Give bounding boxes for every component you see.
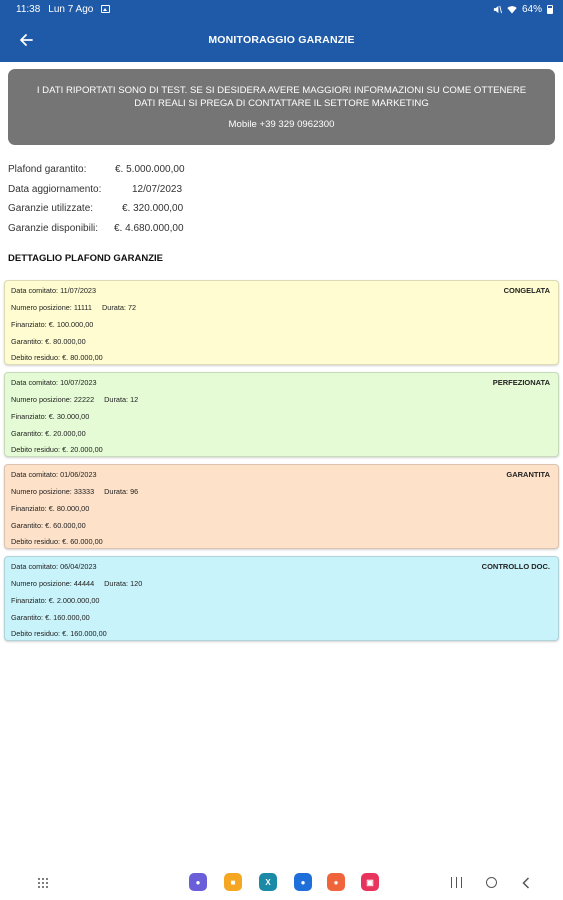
summary-label: Plafond garantito:	[8, 164, 87, 175]
card-garantito: Garantito: €. 20.000,00	[11, 429, 86, 438]
mute-icon	[493, 5, 502, 14]
card-status: CONTROLLO DOC.	[481, 562, 550, 571]
guarantee-card[interactable]	[4, 280, 559, 365]
page-title: MONITORAGGIO GARANZIE	[208, 34, 355, 46]
card-finanziato: Finanziato: €. 30.000,00	[11, 412, 90, 421]
notice-phone: Mobile +39 329 0962300	[228, 119, 335, 130]
back-button[interactable]	[14, 28, 38, 52]
status-date: Lun 7 Ago	[48, 3, 94, 15]
card-durata: Durata: 12	[104, 395, 139, 404]
card-durata: Durata: 96	[104, 487, 139, 496]
app-x-icon[interactable]: X	[259, 873, 277, 891]
gallery-notification-icon	[101, 5, 110, 13]
card-garantito: Garantito: €. 60.000,00	[11, 521, 86, 530]
notice-line-1: I DATI RIPORTATI SONO DI TEST. SE SI DESIDERA AVERE MAGGIORI INFORMAZIONI SU COME OTTENERE	[36, 85, 527, 96]
notice-line-2: DATI REALI SI PREGA DI CONTATTARE IL SETTORE MARKETING	[134, 98, 429, 109]
test-data-notice	[8, 69, 555, 145]
battery-percentage: 64%	[521, 3, 542, 15]
card-garantito: Garantito: €. 80.000,00	[11, 337, 86, 346]
card-debito-residuo: Debito residuo: €. 80.000,00	[11, 353, 103, 362]
card-status: GARANTITA	[506, 470, 550, 479]
guarantee-card[interactable]	[4, 556, 559, 641]
guarantee-card[interactable]	[4, 372, 559, 457]
card-numero-durata	[11, 487, 138, 496]
card-numero-durata	[11, 579, 142, 588]
card-status: PERFEZIONATA	[492, 378, 550, 387]
samsung-internet-icon[interactable]: ●	[189, 873, 207, 891]
card-durata: Durata: 72	[102, 303, 137, 312]
summary-label: Garanzie utilizzate:	[8, 203, 94, 214]
card-numero-posizione: Numero posizione: 11111	[11, 303, 92, 312]
card-numero-posizione: Numero posizione: 22222	[11, 395, 95, 404]
card-status: CONGELATA	[503, 286, 550, 295]
summary-value: 12/07/2023	[132, 183, 183, 195]
summary-value: €. 5.000.000,00	[115, 164, 185, 175]
battery-icon	[547, 5, 553, 14]
messages-icon[interactable]: ●	[294, 873, 312, 891]
card-numero-posizione: Numero posizione: 44444	[11, 579, 95, 588]
summary-label: Garanzie disponibili:	[8, 222, 99, 234]
home-button[interactable]	[486, 877, 497, 888]
card-data-comitato: Data comitato: 11/07/2023	[11, 286, 97, 295]
section-title: DETTAGLIO PLAFOND GARANZIE	[8, 253, 163, 264]
recent-apps-button[interactable]	[451, 877, 462, 888]
card-garantito: Garantito: €. 160.000,00	[11, 613, 90, 622]
card-debito-residuo: Debito residuo: €. 160.000,00	[11, 629, 107, 638]
card-data-comitato: Data comitato: 01/06/2023	[11, 470, 97, 479]
system-back-icon[interactable]	[522, 877, 530, 889]
card-durata: Durata: 120	[104, 579, 143, 588]
app-drawer-icon[interactable]	[38, 878, 50, 888]
arrow-left-icon	[19, 33, 33, 47]
guarantee-card[interactable]	[4, 464, 559, 549]
app-bar	[0, 18, 563, 62]
card-finanziato: Finanziato: €. 2.000.000,00	[11, 596, 100, 605]
card-numero-durata	[11, 303, 136, 312]
summary-label: Data aggiornamento:	[8, 183, 102, 195]
status-bar	[0, 0, 563, 18]
screen-recorder-icon[interactable]: ▣	[361, 873, 379, 891]
wifi-icon	[507, 5, 517, 14]
card-debito-residuo: Debito residuo: €. 20.000,00	[11, 445, 103, 454]
system-navigation-bar	[0, 860, 563, 900]
status-time: 11:38	[16, 3, 41, 15]
card-debito-residuo: Debito residuo: €. 60.000,00	[11, 537, 103, 546]
card-numero-posizione: Numero posizione: 33333	[11, 487, 95, 496]
summary-value: €. 320.000,00	[122, 203, 184, 214]
card-finanziato: Finanziato: €. 100.000,00	[11, 320, 94, 329]
card-data-comitato: Data comitato: 06/04/2023	[11, 562, 97, 571]
my-files-icon[interactable]: ■	[224, 873, 242, 891]
contacts-icon[interactable]: ●	[327, 873, 345, 891]
card-numero-durata	[11, 395, 138, 404]
summary-value: €. 4.680.000,00	[114, 222, 184, 234]
card-data-comitato: Data comitato: 10/07/2023	[11, 378, 97, 387]
card-finanziato: Finanziato: €. 80.000,00	[11, 504, 90, 513]
